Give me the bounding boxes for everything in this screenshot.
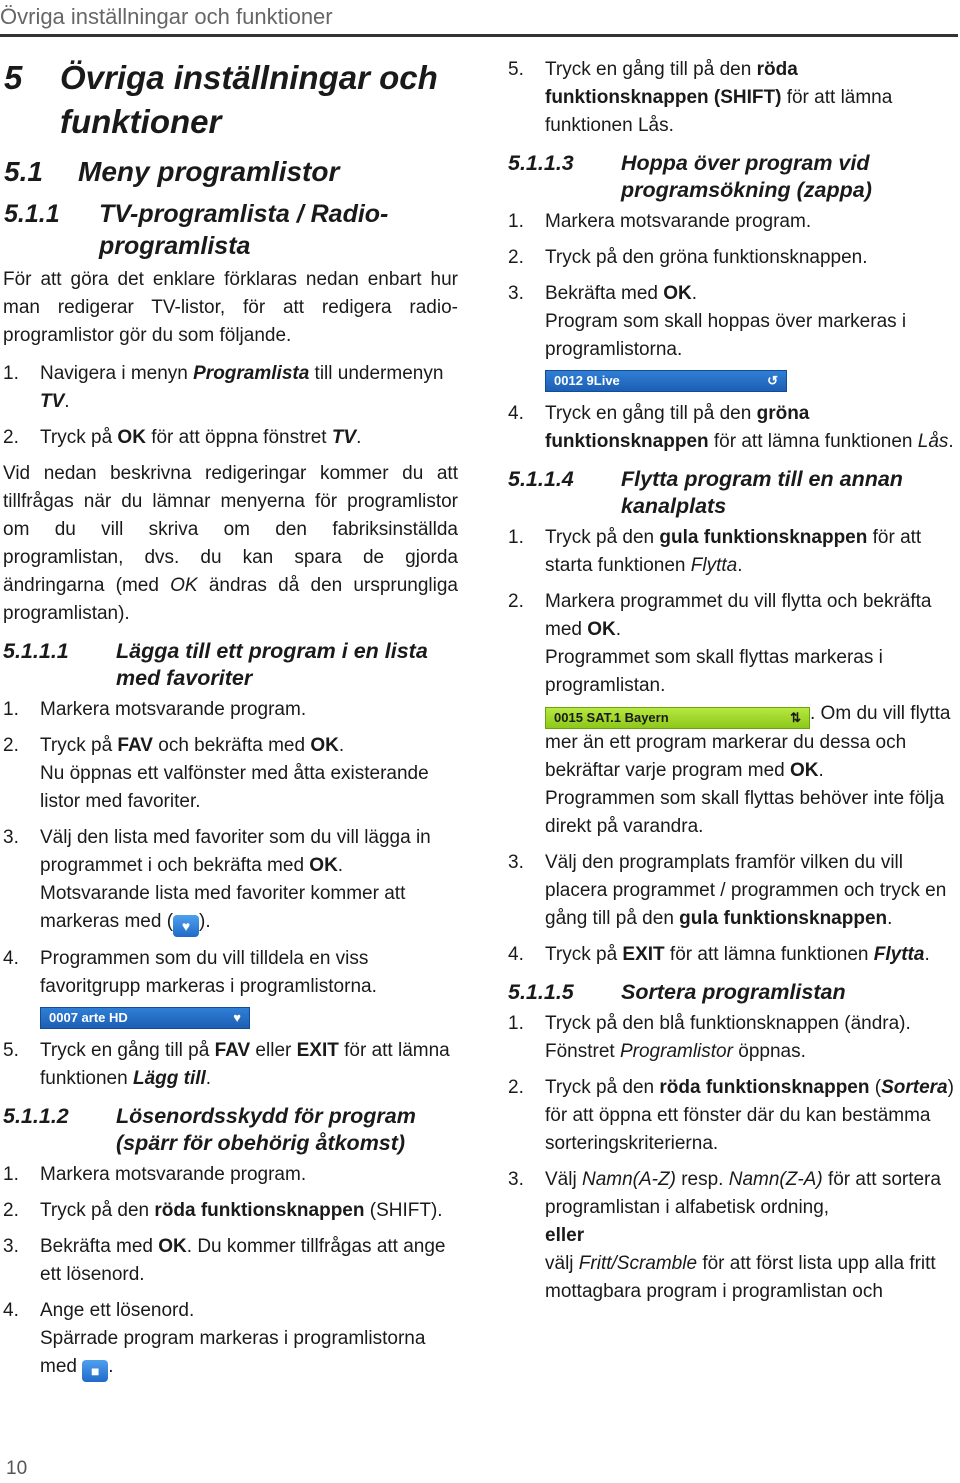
section-number: 5.1 bbox=[4, 156, 43, 187]
header-rule bbox=[0, 34, 958, 37]
list-item: 2. Tryck på OK för att öppna fönstret TV. bbox=[3, 427, 362, 448]
skip-icon: ↺ bbox=[767, 373, 778, 388]
edit-note-paragraph: Vid nedan beskrivna redigeringar kommer du att tillfrågas när du lämnar menyerna för programlistor om du vill skriva om den fabriksinställda programlistan, dvs. du kan spara de gjorda ändringarna (med OK ändras då den ursprungliga programlistan). bbox=[3, 463, 458, 624]
list-item: 5. Tryck en gång till på FAV eller EXIT för att lämna funktionen Lägg till. bbox=[3, 1040, 450, 1089]
list-item: 1. Navigera i menyn Programlista till undermenyn TV. bbox=[3, 363, 444, 412]
section-heading bbox=[4, 152, 458, 192]
subsection-number: 5.1.1 bbox=[4, 200, 60, 228]
list-item: 2. Markera programmet du vill flytta och bekräfta med OK. Programmet som skall flyttas markeras i programlistan. 0015 SAT.1 Bayern ⇅ . Om du vill flytta mer än ett program markerar du dessa och bekräftar varje program med OK. Programmen som skall flyttas behöver inte följa direkt på varandra. bbox=[508, 591, 951, 837]
list-item: 1. Markera motsvarande program. bbox=[3, 699, 307, 720]
list-item: 2. Tryck på den gröna funktionsknappen. bbox=[508, 247, 868, 268]
list-item: 3. Välj den lista med favoriter som du vill lägga in programmet i och bekräfta med OK. Motsvarande lista med favoriter kommer att markeras med ( ♥ ). bbox=[3, 824, 458, 937]
heart-icon: ♥ bbox=[173, 915, 199, 937]
move-program-strip: 0015 SAT.1 Bayern ⇅ bbox=[545, 707, 810, 729]
list-item: 5. Tryck en gång till på den röda funktionsknappen (SHIFT) för att lämna funktionen Lås. bbox=[508, 59, 893, 136]
list-item: 3. Bekräfta med OK. Program som skall hoppas över markeras i programlistorna. 0012 9Live ↺ bbox=[508, 280, 957, 392]
skip-program-strip: 0012 9Live ↺ bbox=[545, 370, 787, 392]
move-icon: ⇅ bbox=[790, 710, 801, 725]
list-item: 4. Tryck en gång till på den gröna funktionsknappen för att lämna funktionen Lås. bbox=[508, 403, 954, 452]
chapter-title: Övriga inställningar och funktioner bbox=[60, 59, 438, 140]
chapter-number: 5 bbox=[4, 59, 23, 96]
list-item: 4. Tryck på EXIT för att lämna funktionen Flytta. bbox=[508, 944, 930, 965]
heading-move-program: 5.1.1.4 Flytta program till en annan kanalplats bbox=[508, 467, 903, 518]
heading-add-favorite: 5.1.1.1 Lägga till ett program i en lista med favoriter bbox=[3, 639, 428, 690]
list-item: 4. Ange ett lösenord. Spärrade program markeras i programlistorna med ■ . bbox=[3, 1297, 458, 1382]
page-number: 10 bbox=[6, 1458, 28, 1479]
list-item: 2. Tryck på den röda funktionsknappen (Sortera) för att öppna ett fönster där du kan bestämma sorteringskriterierna. bbox=[508, 1077, 954, 1154]
heart-icon: ♥ bbox=[233, 1010, 241, 1025]
subsection-heading bbox=[4, 198, 458, 262]
list-item: 2. Tryck på den röda funktionsknappen (SHIFT). bbox=[3, 1200, 443, 1221]
list-item: 1. Markera motsvarande program. bbox=[3, 1164, 307, 1185]
list-item: 2. Tryck på FAV och bekräfta med OK. Nu öppnas ett valfönster med åtta existerande listor med favoriter. bbox=[3, 735, 429, 812]
list-item: 1. Tryck på den blå funktionsknappen (ändra). Fönstret Programlistor öppnas. bbox=[508, 1013, 911, 1062]
list-item: 1. Markera motsvarande program. bbox=[508, 211, 812, 232]
heading-password-protection: 5.1.1.2 Lösenordsskydd för program (spärr för obehörig åtkomst) bbox=[3, 1104, 416, 1155]
list-item: 4. Programmen som du vill tilldela en viss favoritgrupp markeras i programlistorna. 0007 arte HD ♥ bbox=[3, 945, 458, 1029]
list-item: 3. Välj den programplats framför vilken du vill placera programmet / programmen och tryck en gång till på den gula funktionsknappen. bbox=[508, 852, 947, 929]
right-column bbox=[505, 44, 957, 1314]
list-item: 3. Bekräfta med OK. Du kommer tillfrågas att ange ett lösenord. bbox=[3, 1236, 446, 1285]
list-item: 1. Tryck på den gula funktionsknappen för att starta funktionen Flytta. bbox=[508, 527, 922, 576]
list-item: 3. Välj Namn(A-Z) resp. Namn(Z-A) för att sortera programlistan i alfabetisk ordning, eller välj Fritt/Scramble för att först lista upp alla fritt mottagbara program i programlistan och bbox=[508, 1169, 941, 1302]
heading-sort-list: 5.1.1.5 Sortera programlistan bbox=[508, 980, 846, 1004]
heading-skip-program: 5.1.1.3 Hoppa över program vid programsökning (zappa) bbox=[508, 151, 872, 202]
chapter-heading bbox=[4, 56, 458, 144]
section-title: Meny programlistor bbox=[78, 156, 340, 187]
running-header: Övriga inställningar och funktioner bbox=[0, 4, 333, 29]
favorite-program-strip: 0007 arte HD ♥ bbox=[40, 1007, 250, 1029]
intro-paragraph: För att göra det enklare förklaras nedan enbart hur man redigerar TV-listor, för att redigera radio-programlistor gör du som följande. bbox=[3, 269, 458, 346]
left-column bbox=[0, 44, 458, 1390]
lock-icon: ■ bbox=[82, 1360, 108, 1382]
subsection-title: TV-programlista / Radio-programlista bbox=[99, 200, 389, 260]
